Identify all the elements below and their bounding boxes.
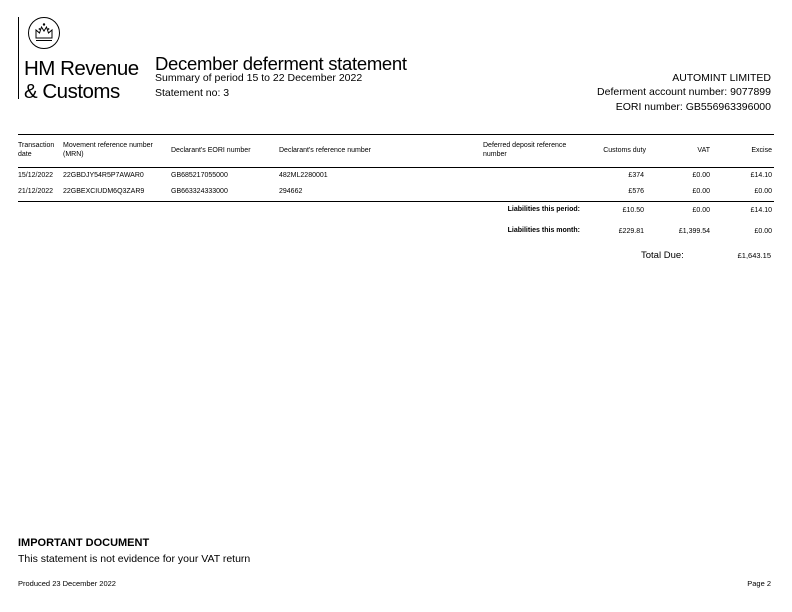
table-header-rule bbox=[18, 167, 774, 168]
col-header-customs-duty: Customs duty bbox=[603, 147, 646, 154]
liabilities-month-vat: £1,399.54 bbox=[678, 228, 710, 235]
liabilities-month-customs: £229.81 bbox=[618, 228, 644, 235]
col-header-mrn: Movement reference number (MRN) bbox=[63, 142, 153, 158]
cell-declarant-eori: GB663324333000 bbox=[171, 188, 228, 195]
col-header-date: Transaction date bbox=[18, 142, 55, 158]
vat-disclaimer: This statement is not evidence for your VAT return bbox=[18, 553, 251, 565]
cell-date: 15/12/2022 bbox=[18, 172, 54, 179]
cell-vat: £0.00 bbox=[692, 188, 710, 195]
important-document-heading: IMPORTANT DOCUMENT bbox=[18, 537, 150, 549]
deferment-account-number: Deferment account number: 9077899 bbox=[597, 86, 771, 98]
table-top-rule bbox=[18, 134, 774, 135]
cell-customs-duty: £576 bbox=[628, 188, 644, 195]
col-header-declarant-eori: Declarant's EORI number bbox=[171, 147, 251, 154]
col-header-declarant-ref: Declarant's reference number bbox=[279, 147, 371, 154]
cell-excise: £14.10 bbox=[750, 172, 772, 179]
logo-rule bbox=[18, 17, 19, 99]
liabilities-period-excise: £14.10 bbox=[750, 207, 772, 214]
cell-declarant-eori: GB685217055000 bbox=[171, 172, 228, 179]
cell-declarant-ref: 294662 bbox=[279, 188, 303, 195]
eori-number: EORI number: GB556963396000 bbox=[615, 101, 771, 113]
cell-date: 21/12/2022 bbox=[18, 188, 54, 195]
statement-period: Summary of period 15 to 22 December 2022 bbox=[155, 72, 363, 84]
company-name: AUTOMINT LIMITED bbox=[672, 72, 771, 84]
statement-number: Statement no: 3 bbox=[155, 87, 230, 99]
cell-mrn: 22GBEXCIUDM6Q3ZAR9 bbox=[63, 188, 145, 195]
royal-crest-icon bbox=[27, 16, 61, 50]
produced-date: Produced 23 December 2022 bbox=[18, 579, 116, 588]
brand-line-1: HM Revenue bbox=[24, 57, 139, 80]
liabilities-period-label: Liabilities this period: bbox=[507, 206, 580, 213]
cell-declarant-ref: 482ML2280001 bbox=[279, 172, 328, 179]
page-number: Page 2 bbox=[747, 579, 771, 588]
cell-vat: £0.00 bbox=[692, 172, 710, 179]
total-due-value: £1,643.15 bbox=[737, 251, 771, 260]
liabilities-month-excise: £0.00 bbox=[754, 228, 772, 235]
col-header-vat: VAT bbox=[697, 147, 710, 154]
col-header-deferred-ref: Deferred deposit reference number bbox=[483, 142, 567, 158]
statement-title: December deferment statement bbox=[155, 53, 407, 74]
liabilities-month-label: Liabilities this month: bbox=[507, 227, 580, 234]
col-header-excise: Excise bbox=[751, 147, 772, 154]
brand-line-2: & Customs bbox=[24, 80, 120, 103]
cell-mrn: 22GBDJY54R5P7AWAR0 bbox=[63, 172, 144, 179]
table-bottom-rule bbox=[18, 201, 774, 202]
total-due-label: Total Due: bbox=[641, 250, 684, 261]
liabilities-period-customs: £10.50 bbox=[622, 207, 644, 214]
cell-excise: £0.00 bbox=[754, 188, 772, 195]
cell-customs-duty: £374 bbox=[628, 172, 644, 179]
liabilities-period-vat: £0.00 bbox=[692, 207, 710, 214]
